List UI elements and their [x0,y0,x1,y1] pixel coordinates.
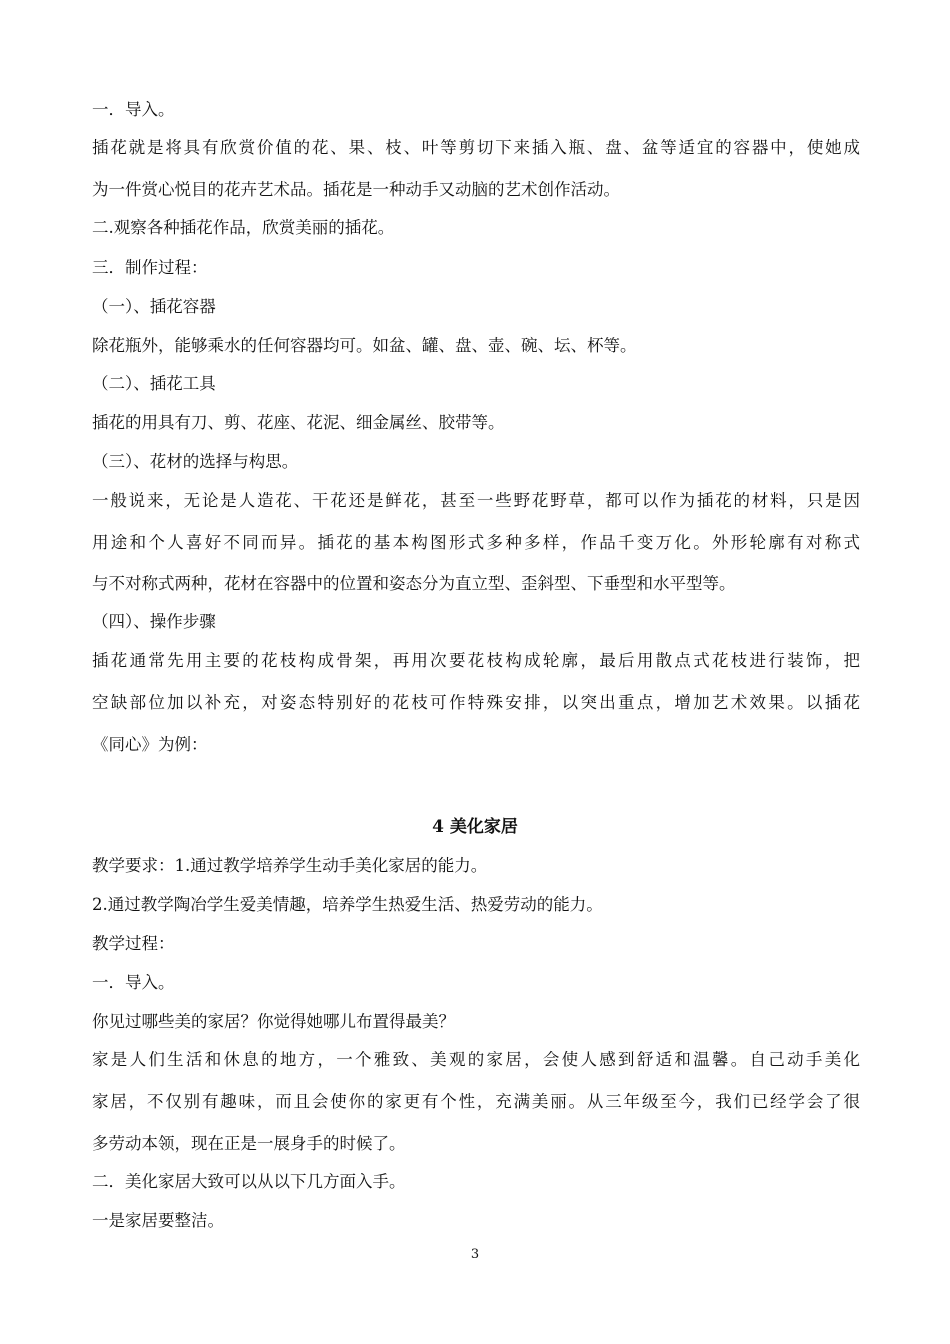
page-number: 3 [470,1247,480,1262]
teaching-requirement: 2.通过教学陶冶学生爱美情趣，培养学生热爱生活、热爱劳动的能力。 [92,895,603,914]
paragraph-line: 插花就是将具有欣赏价值的花、果、枝、叶等剪切下来插入瓶、盘、盆等适宜的容器中，使她成 [92,138,860,157]
subheading-materials: （三）、花材的选择与构思。 [92,452,299,471]
heading-process: 三．制作过程： [92,258,208,277]
paragraph-line: 插花的用具有刀、剪、花座、花泥、细金属丝、胶带等。 [92,413,505,432]
paragraph-line: 家是人们生活和休息的地方，一个雅致、美观的家居，会使人感到舒适和温馨。自己动手美化 [92,1050,860,1069]
heading-teaching-process: 教学过程： [92,934,175,953]
paragraph-line: 一般说来，无论是人造花、干花还是鲜花，甚至一些野花野草，都可以作为插花的材料，只是因 [92,491,860,510]
heading-introduction: 一．导入。 [92,100,175,119]
paragraph-line: 与不对称式两种，花材在容器中的位置和姿态分为直立型、歪斜型、下垂型和水平型等。 [92,574,736,593]
paragraph-line: 一是家居要整洁。 [92,1211,224,1230]
heading-introduction: 一．导入。 [92,973,175,992]
section-title: 4 美化家居 [432,817,518,837]
paragraph-line: 用途和个人喜好不同而异。插花的基本构图形式多种多样，作品千变万化。外形轮廓有对称式 [92,533,860,552]
paragraph-line: 空缺部位加以补充，对姿态特别好的花枝可作特殊安排，以突出重点，增加艺术效果。以插花 [92,693,860,712]
paragraph-line: 《同心》为例： [92,735,208,754]
subheading-tools: （二）、插花工具 [92,374,216,393]
subheading-container: （一）、插花容器 [92,297,216,316]
paragraph-line: 多劳动本领，现在正是一展身手的时候了。 [92,1134,406,1153]
heading-observe: 二.观察各种插花作品，欣赏美丽的插花。 [92,218,395,237]
paragraph-line: 除花瓶外，能够乘水的任何容器均可。如盆、罐、盘、壶、碗、坛、杯等。 [92,336,637,355]
teaching-requirement: 教学要求：1.通过教学培养学生动手美化家居的能力。 [92,856,488,875]
paragraph-line: 家居，不仅别有趣味，而且会使你的家更有个性，充满美丽。从三年级至今，我们已经学会了很 [92,1092,860,1111]
paragraph-line: 为一件赏心悦目的花卉艺术品。插花是一种动手又动脑的艺术创作活动。 [92,180,620,199]
paragraph-line: 插花通常先用主要的花枝构成骨架，再用次要花枝构成轮廓，最后用散点式花枝进行装饰，把 [92,651,860,670]
heading-aspects: 二．美化家居大致可以从以下几方面入手。 [92,1172,406,1191]
subheading-steps: （四）、操作步骤 [92,612,216,631]
paragraph-line: 你见过哪些美的家居？你觉得她哪儿布置得最美？ [92,1012,455,1031]
